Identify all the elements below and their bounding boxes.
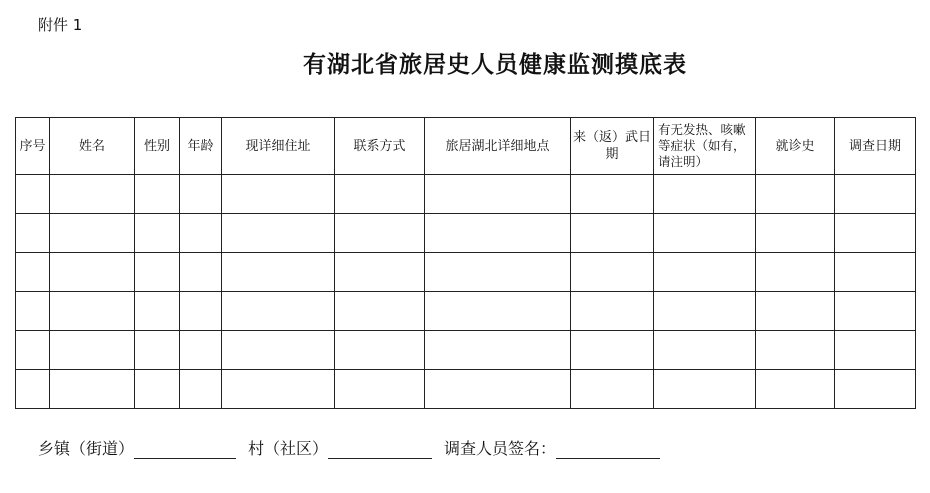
table-cell[interactable] <box>335 292 425 331</box>
header-hubei-location: 旅居湖北详细地点 <box>425 118 571 175</box>
table-cell[interactable] <box>135 175 180 214</box>
survey-table <box>15 117 916 409</box>
table-body <box>16 175 916 409</box>
village-blank[interactable] <box>328 440 432 459</box>
table-cell[interactable] <box>425 253 571 292</box>
table-cell[interactable] <box>16 175 50 214</box>
table-cell[interactable] <box>835 292 916 331</box>
table-cell[interactable] <box>135 214 180 253</box>
table-row <box>16 175 916 214</box>
table-cell[interactable] <box>180 370 222 409</box>
header-arrival-date: 来（返）武日期 <box>571 118 654 175</box>
table-cell[interactable] <box>835 370 916 409</box>
table-cell[interactable] <box>180 331 222 370</box>
table-cell[interactable] <box>571 175 654 214</box>
table-cell[interactable] <box>835 214 916 253</box>
table-cell[interactable] <box>756 292 835 331</box>
table-row <box>16 253 916 292</box>
table-cell[interactable] <box>135 253 180 292</box>
township-label: 乡镇（街道） <box>38 439 135 458</box>
table-cell[interactable] <box>335 331 425 370</box>
table-cell[interactable] <box>571 292 654 331</box>
table-cell[interactable] <box>222 331 335 370</box>
surveyor-signature-label: 调查人员签名： <box>444 439 557 458</box>
table-cell[interactable] <box>835 175 916 214</box>
table-cell[interactable] <box>16 214 50 253</box>
table-cell[interactable] <box>50 253 135 292</box>
table-row <box>16 292 916 331</box>
township-blank[interactable] <box>134 440 236 459</box>
header-medical-history: 就诊史 <box>756 118 835 175</box>
village-label: 村（社区） <box>248 439 329 458</box>
table-cell[interactable] <box>835 331 916 370</box>
table-cell[interactable] <box>222 175 335 214</box>
table-row <box>16 214 916 253</box>
table-cell[interactable] <box>335 253 425 292</box>
table-cell[interactable] <box>180 253 222 292</box>
table-cell[interactable] <box>571 253 654 292</box>
table-cell[interactable] <box>654 214 756 253</box>
table-header-row <box>16 118 916 175</box>
table-cell[interactable] <box>756 253 835 292</box>
table-cell[interactable] <box>50 292 135 331</box>
table-cell[interactable] <box>16 370 50 409</box>
table-cell[interactable] <box>16 253 50 292</box>
header-gender: 性别 <box>135 118 180 175</box>
table-cell[interactable] <box>335 214 425 253</box>
table-cell[interactable] <box>654 253 756 292</box>
table-cell[interactable] <box>50 331 135 370</box>
signature-footer <box>38 436 672 459</box>
table-cell[interactable] <box>135 331 180 370</box>
table-row <box>16 331 916 370</box>
table-cell[interactable] <box>222 370 335 409</box>
table-cell[interactable] <box>835 253 916 292</box>
table-cell[interactable] <box>425 331 571 370</box>
header-survey-date: 调查日期 <box>835 118 916 175</box>
table-cell[interactable] <box>425 175 571 214</box>
table-cell[interactable] <box>571 214 654 253</box>
table-cell[interactable] <box>180 214 222 253</box>
table-cell[interactable] <box>654 370 756 409</box>
table-cell[interactable] <box>16 331 50 370</box>
table-cell[interactable] <box>222 292 335 331</box>
header-name: 姓名 <box>50 118 135 175</box>
table-cell[interactable] <box>222 253 335 292</box>
table-cell[interactable] <box>571 331 654 370</box>
table-cell[interactable] <box>335 370 425 409</box>
attachment-label: 附件 1 <box>38 16 83 34</box>
table-cell[interactable] <box>16 292 50 331</box>
table-cell[interactable] <box>756 370 835 409</box>
table-row <box>16 370 916 409</box>
table-cell[interactable] <box>180 292 222 331</box>
document-title: 有湖北省旅居史人员健康监测摸底表 <box>303 51 687 78</box>
table-cell[interactable] <box>756 214 835 253</box>
table-cell[interactable] <box>50 214 135 253</box>
header-address: 现详细住址 <box>222 118 335 175</box>
header-symptoms: 有无发热、咳嗽等症状（如有，请注明） <box>654 118 756 175</box>
table-cell[interactable] <box>654 292 756 331</box>
table-cell[interactable] <box>50 175 135 214</box>
header-age: 年龄 <box>180 118 222 175</box>
table-cell[interactable] <box>222 214 335 253</box>
table-cell[interactable] <box>654 331 756 370</box>
table-cell[interactable] <box>135 292 180 331</box>
table-cell[interactable] <box>756 175 835 214</box>
header-contact: 联系方式 <box>335 118 425 175</box>
table-cell[interactable] <box>425 370 571 409</box>
table-cell[interactable] <box>756 331 835 370</box>
table-cell[interactable] <box>335 175 425 214</box>
table-cell[interactable] <box>571 370 654 409</box>
header-seq: 序号 <box>16 118 50 175</box>
table-cell[interactable] <box>425 214 571 253</box>
table-cell[interactable] <box>654 175 756 214</box>
table-cell[interactable] <box>425 292 571 331</box>
table-cell[interactable] <box>50 370 135 409</box>
table-cell[interactable] <box>135 370 180 409</box>
table-cell[interactable] <box>180 175 222 214</box>
surveyor-signature-blank[interactable] <box>556 440 660 459</box>
